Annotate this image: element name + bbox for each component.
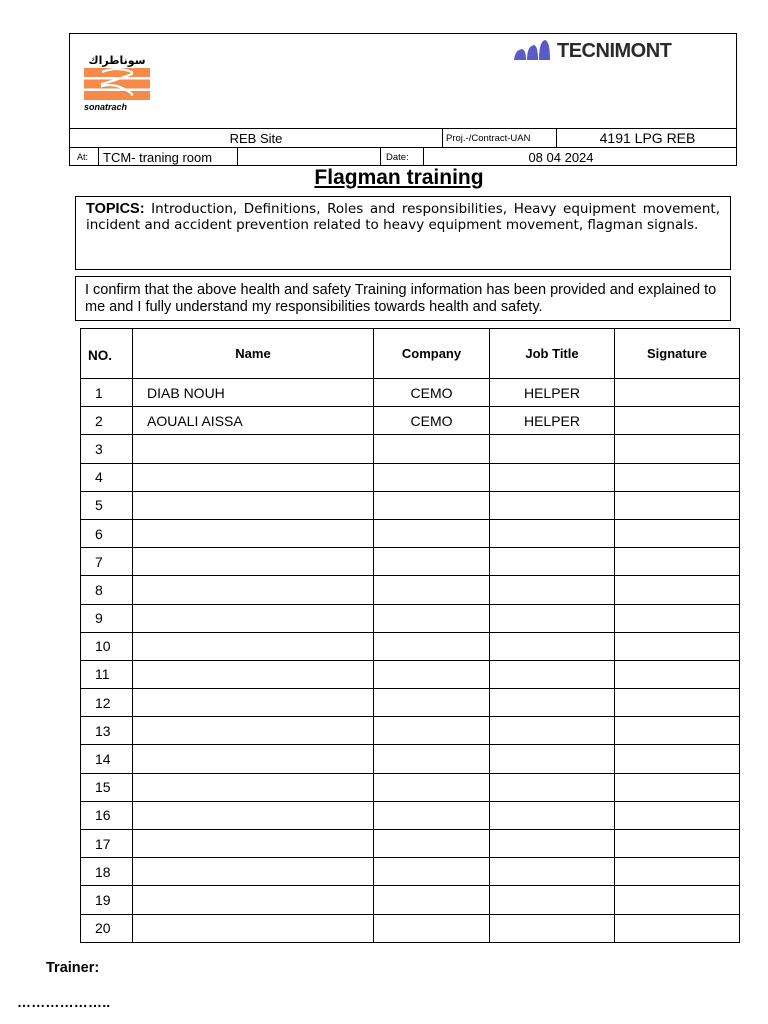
trainer-signature-line: ……………….. (17, 994, 111, 1010)
attendee-company (374, 519, 490, 547)
tecnimont-logo (514, 40, 724, 62)
attendee-signature[interactable] (615, 491, 740, 519)
row-number: 12 (81, 689, 133, 717)
table-row (81, 773, 740, 801)
attendee-signature[interactable] (615, 548, 740, 576)
attendee-company (374, 858, 490, 886)
attendee-signature[interactable] (615, 773, 740, 801)
attendee-name (133, 830, 374, 858)
table-header-row (81, 329, 740, 379)
attendee-signature[interactable] (615, 379, 740, 407)
header-row-location (70, 147, 736, 166)
header-name: Name (133, 329, 374, 379)
attendee-job-title (490, 801, 615, 829)
attendee-signature[interactable] (615, 576, 740, 604)
attendee-name (133, 463, 374, 491)
attendee-company (374, 745, 490, 773)
table-row (81, 604, 740, 632)
attendee-name (133, 914, 374, 942)
attendee-company (374, 689, 490, 717)
row-number: 3 (81, 435, 133, 463)
date-value: 08 04 2024 (528, 149, 594, 165)
table-row (81, 407, 740, 435)
attendee-name (133, 632, 374, 660)
at-label: At: (77, 152, 89, 162)
header-no: NO. (81, 329, 133, 379)
attendee-signature[interactable] (615, 660, 740, 688)
logo-area (70, 34, 736, 128)
table-row (81, 491, 740, 519)
table-row (81, 745, 740, 773)
attendee-name (133, 519, 374, 547)
contract-label: Proj.-/Contract-UAN (446, 132, 531, 144)
attendee-signature[interactable] (615, 858, 740, 886)
attendee-name (133, 548, 374, 576)
table-row (81, 717, 740, 745)
attendee-name (133, 745, 374, 773)
table-row (81, 858, 740, 886)
trainer-label: Trainer: (46, 960, 100, 976)
attendee-company (374, 463, 490, 491)
attendee-job-title (490, 830, 615, 858)
attendee-name (133, 801, 374, 829)
table-row (81, 379, 740, 407)
row-number: 5 (81, 491, 133, 519)
attendee-signature[interactable] (615, 435, 740, 463)
row-number: 4 (81, 463, 133, 491)
attendee-company (374, 632, 490, 660)
attendee-job-title: HELPER (490, 379, 615, 407)
row-number: 7 (81, 548, 133, 576)
attendance-table (80, 328, 740, 943)
attendee-company (374, 576, 490, 604)
attendee-company (374, 914, 490, 942)
header-box (69, 33, 737, 166)
attendee-signature[interactable] (615, 745, 740, 773)
row-number: 17 (81, 830, 133, 858)
attendee-job-title (490, 886, 615, 914)
attendee-signature[interactable] (615, 830, 740, 858)
attendee-name: DIAB NOUH (133, 379, 374, 407)
attendee-job-title (490, 435, 615, 463)
attendee-job-title (490, 576, 615, 604)
row-number: 20 (81, 914, 133, 942)
header-signature: Signature (615, 329, 740, 379)
row-number: 11 (81, 660, 133, 688)
table-row (81, 519, 740, 547)
attendee-job-title (490, 914, 615, 942)
sonatrach-mark-icon (84, 68, 150, 100)
attendee-job-title (490, 604, 615, 632)
attendee-signature[interactable] (615, 463, 740, 491)
row-number: 15 (81, 773, 133, 801)
row-number: 8 (81, 576, 133, 604)
table-row (81, 576, 740, 604)
table-row (81, 886, 740, 914)
attendee-company (374, 604, 490, 632)
table-row (81, 548, 740, 576)
attendee-company: CEMO (374, 379, 490, 407)
at-value: TCM- traning room (103, 149, 213, 165)
table-row (81, 463, 740, 491)
attendee-name (133, 491, 374, 519)
table-row (81, 689, 740, 717)
table-row (81, 435, 740, 463)
date-label: Date: (386, 151, 409, 163)
attendee-name (133, 773, 374, 801)
attendee-signature[interactable] (615, 604, 740, 632)
attendee-name (133, 435, 374, 463)
header-job-title: Job Title (490, 329, 615, 379)
attendee-company (374, 548, 490, 576)
attendee-name (133, 858, 374, 886)
attendee-signature[interactable] (615, 407, 740, 435)
topics-label: TOPICS: (86, 201, 145, 217)
attendee-signature[interactable] (615, 689, 740, 717)
attendee-company (374, 660, 490, 688)
table-row (81, 914, 740, 942)
sonatrach-arabic-text: سوناطراك (88, 54, 146, 67)
attendee-signature[interactable] (615, 801, 740, 829)
attendee-job-title: HELPER (490, 407, 615, 435)
attendance-table-body (81, 379, 740, 943)
attendee-job-title (490, 632, 615, 660)
attendee-job-title (490, 463, 615, 491)
attendee-job-title (490, 773, 615, 801)
attendee-signature[interactable] (615, 717, 740, 745)
row-number: 9 (81, 604, 133, 632)
attendee-job-title (490, 717, 615, 745)
table-row (81, 801, 740, 829)
attendee-company (374, 435, 490, 463)
row-number: 18 (81, 858, 133, 886)
sonatrach-wordmark: sonatrach (84, 102, 128, 112)
attendee-job-title (490, 548, 615, 576)
tecnimont-wordmark: TECNIMONT (557, 40, 672, 62)
contract-value: 4191 LPG REB (599, 130, 696, 146)
attendee-job-title (490, 858, 615, 886)
row-number: 19 (81, 886, 133, 914)
row-number: 16 (81, 801, 133, 829)
attendee-signature[interactable] (615, 519, 740, 547)
row-number: 13 (81, 717, 133, 745)
header-row-site (70, 128, 736, 147)
row-number: 1 (81, 379, 133, 407)
attendee-name (133, 689, 374, 717)
row-number: 10 (81, 632, 133, 660)
attendee-company (374, 886, 490, 914)
attendee-job-title (490, 491, 615, 519)
topics-text: Introduction, Definitions, Roles and responsibilities, Heavy equipment movement, incident and accident prevention related to heavy equipment movement, flagman signals. (86, 201, 720, 233)
attendee-company (374, 773, 490, 801)
attendee-job-title (490, 660, 615, 688)
attendee-company (374, 801, 490, 829)
attendee-job-title (490, 519, 615, 547)
table-row (81, 660, 740, 688)
attendee-name (133, 576, 374, 604)
attendee-name (133, 886, 374, 914)
attendee-name: AOUALI AISSA (133, 407, 374, 435)
row-number: 2 (81, 407, 133, 435)
header-company: Company (374, 329, 490, 379)
topics-box (75, 196, 731, 270)
tecnimont-mark-icon (514, 40, 550, 60)
page-title: Flagman training (314, 166, 484, 189)
attendee-company (374, 491, 490, 519)
attendee-company (374, 717, 490, 745)
table-row (81, 830, 740, 858)
attendee-job-title (490, 745, 615, 773)
sonatrach-logo (82, 54, 152, 126)
attendee-company: CEMO (374, 407, 490, 435)
attendee-name (133, 660, 374, 688)
attendee-signature[interactable] (615, 632, 740, 660)
attendee-signature[interactable] (615, 914, 740, 942)
attendee-company (374, 830, 490, 858)
row-number: 6 (81, 519, 133, 547)
attendee-signature[interactable] (615, 886, 740, 914)
attendee-job-title (490, 689, 615, 717)
row-number: 14 (81, 745, 133, 773)
attendee-name (133, 717, 374, 745)
attendee-name (133, 604, 374, 632)
table-row (81, 632, 740, 660)
site-name: REB Site (229, 130, 283, 146)
confirmation-statement: I confirm that the above health and safety Training information has been provided and explained to me and I fully understand my responsibilities towards health and safety. (75, 276, 731, 321)
